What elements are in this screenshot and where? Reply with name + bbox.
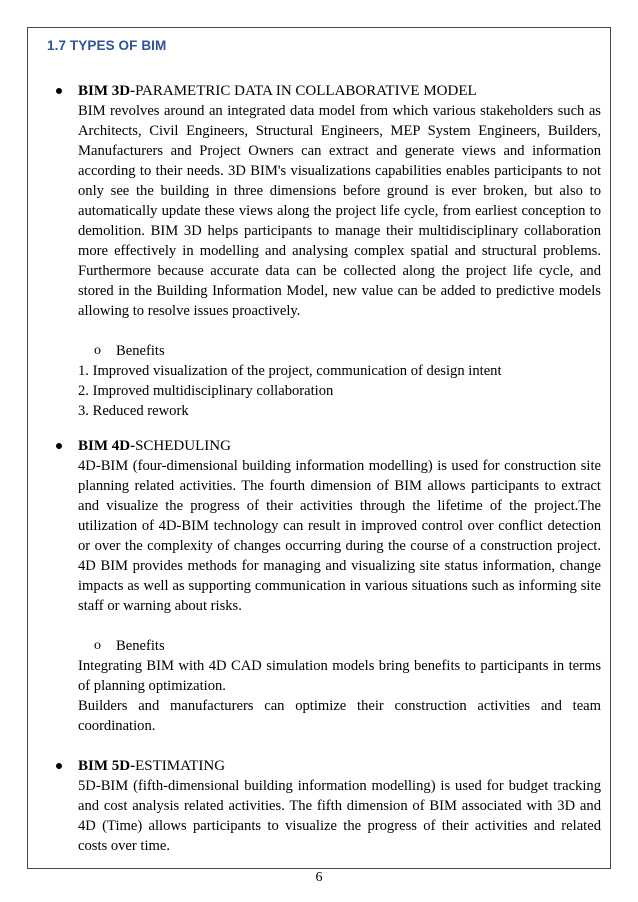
bullet-title: BIM 3D-PARAMETRIC DATA IN COLLABORATIVE MODEL — [78, 83, 477, 99]
bullet-icon — [56, 443, 62, 449]
page-number: 6 — [315, 870, 323, 885]
hollow-bullet-icon: o — [94, 343, 101, 358]
list-item: 3. Reduced rework — [78, 403, 189, 419]
section-bim-4d — [56, 436, 601, 736]
paragraph: Builders and manufacturers can optimize their construction activities and team coordination. — [78, 698, 601, 734]
section-bim-5d — [56, 756, 601, 856]
bullet-icon — [56, 88, 62, 94]
paragraph: Integrating BIM with 4D CAD simulation models bring benefits to participants in terms of planning optimization. — [78, 658, 601, 694]
section-bim-3d — [56, 81, 601, 421]
bullet-title: BIM 5D-ESTIMATING — [78, 758, 226, 774]
list-item: 1. Improved visualization of the project, communication of design intent — [78, 363, 502, 379]
bullet-item — [56, 436, 601, 456]
list-item: 2. Improved multidisciplinary collaboration — [78, 383, 334, 399]
bullet-item — [56, 756, 601, 776]
paragraph: 4D-BIM (four-dimensional building information modelling) is used for construction site planning related activities. The fourth dimension of BIM allows participants to extract and visualize the progress of their activities through the lifetime of the project.The utilization of 4D-BIM technology can result in improved control over conflict detection or over the complexity of changes occurring during the course of a construction project. 4D BIM provides methods for managing and visualizing site status information, change impacts as well as supporting communication in various situations such as informing site staff or warning about risks. — [78, 458, 601, 614]
sub-bullet-benefits: o Benefits — [94, 638, 165, 654]
paragraph: BIM revolves around an integrated data model from which various stakeholders such as Architects, Civil Engineers, Structural Engineers, MEP System Engineers, Builders, Manufacturers and Project Owners can extract and generate views and information according to their needs. 3D BIM's visualizations capabilities enables participants to not only see the building in three dimensions before ground is ever broken, but also to automatically update these views along the project life cycle, from earliest conception to demolition. BIM 3D helps participants to manage their multidisciplinary collaboration more effectively in modelling and analysing complex spatial and structural problems. Furthermore because accurate data can be collected along the project life cycle, and stored in the Building Information Model, new value can be added to predictive models allowing to resolve issues proactively. — [78, 103, 601, 319]
section-heading: 1.7 TYPES OF BIM — [47, 38, 167, 53]
paragraph: 5D-BIM (fifth-dimensional building information modelling) is used for budget tracking and cost analysis related activities. The fifth dimension of BIM associated with 3D and 4D (Time) allows participants to visualize the progress of their activities and related costs over time. — [78, 778, 601, 854]
hollow-bullet-icon: o — [94, 638, 101, 653]
bullet-item — [56, 81, 601, 101]
sub-bullet-benefits: o Benefits — [94, 343, 165, 359]
bullet-title: BIM 4D-SCHEDULING — [78, 438, 231, 454]
benefits-list — [78, 361, 601, 421]
bullet-icon — [56, 763, 62, 769]
